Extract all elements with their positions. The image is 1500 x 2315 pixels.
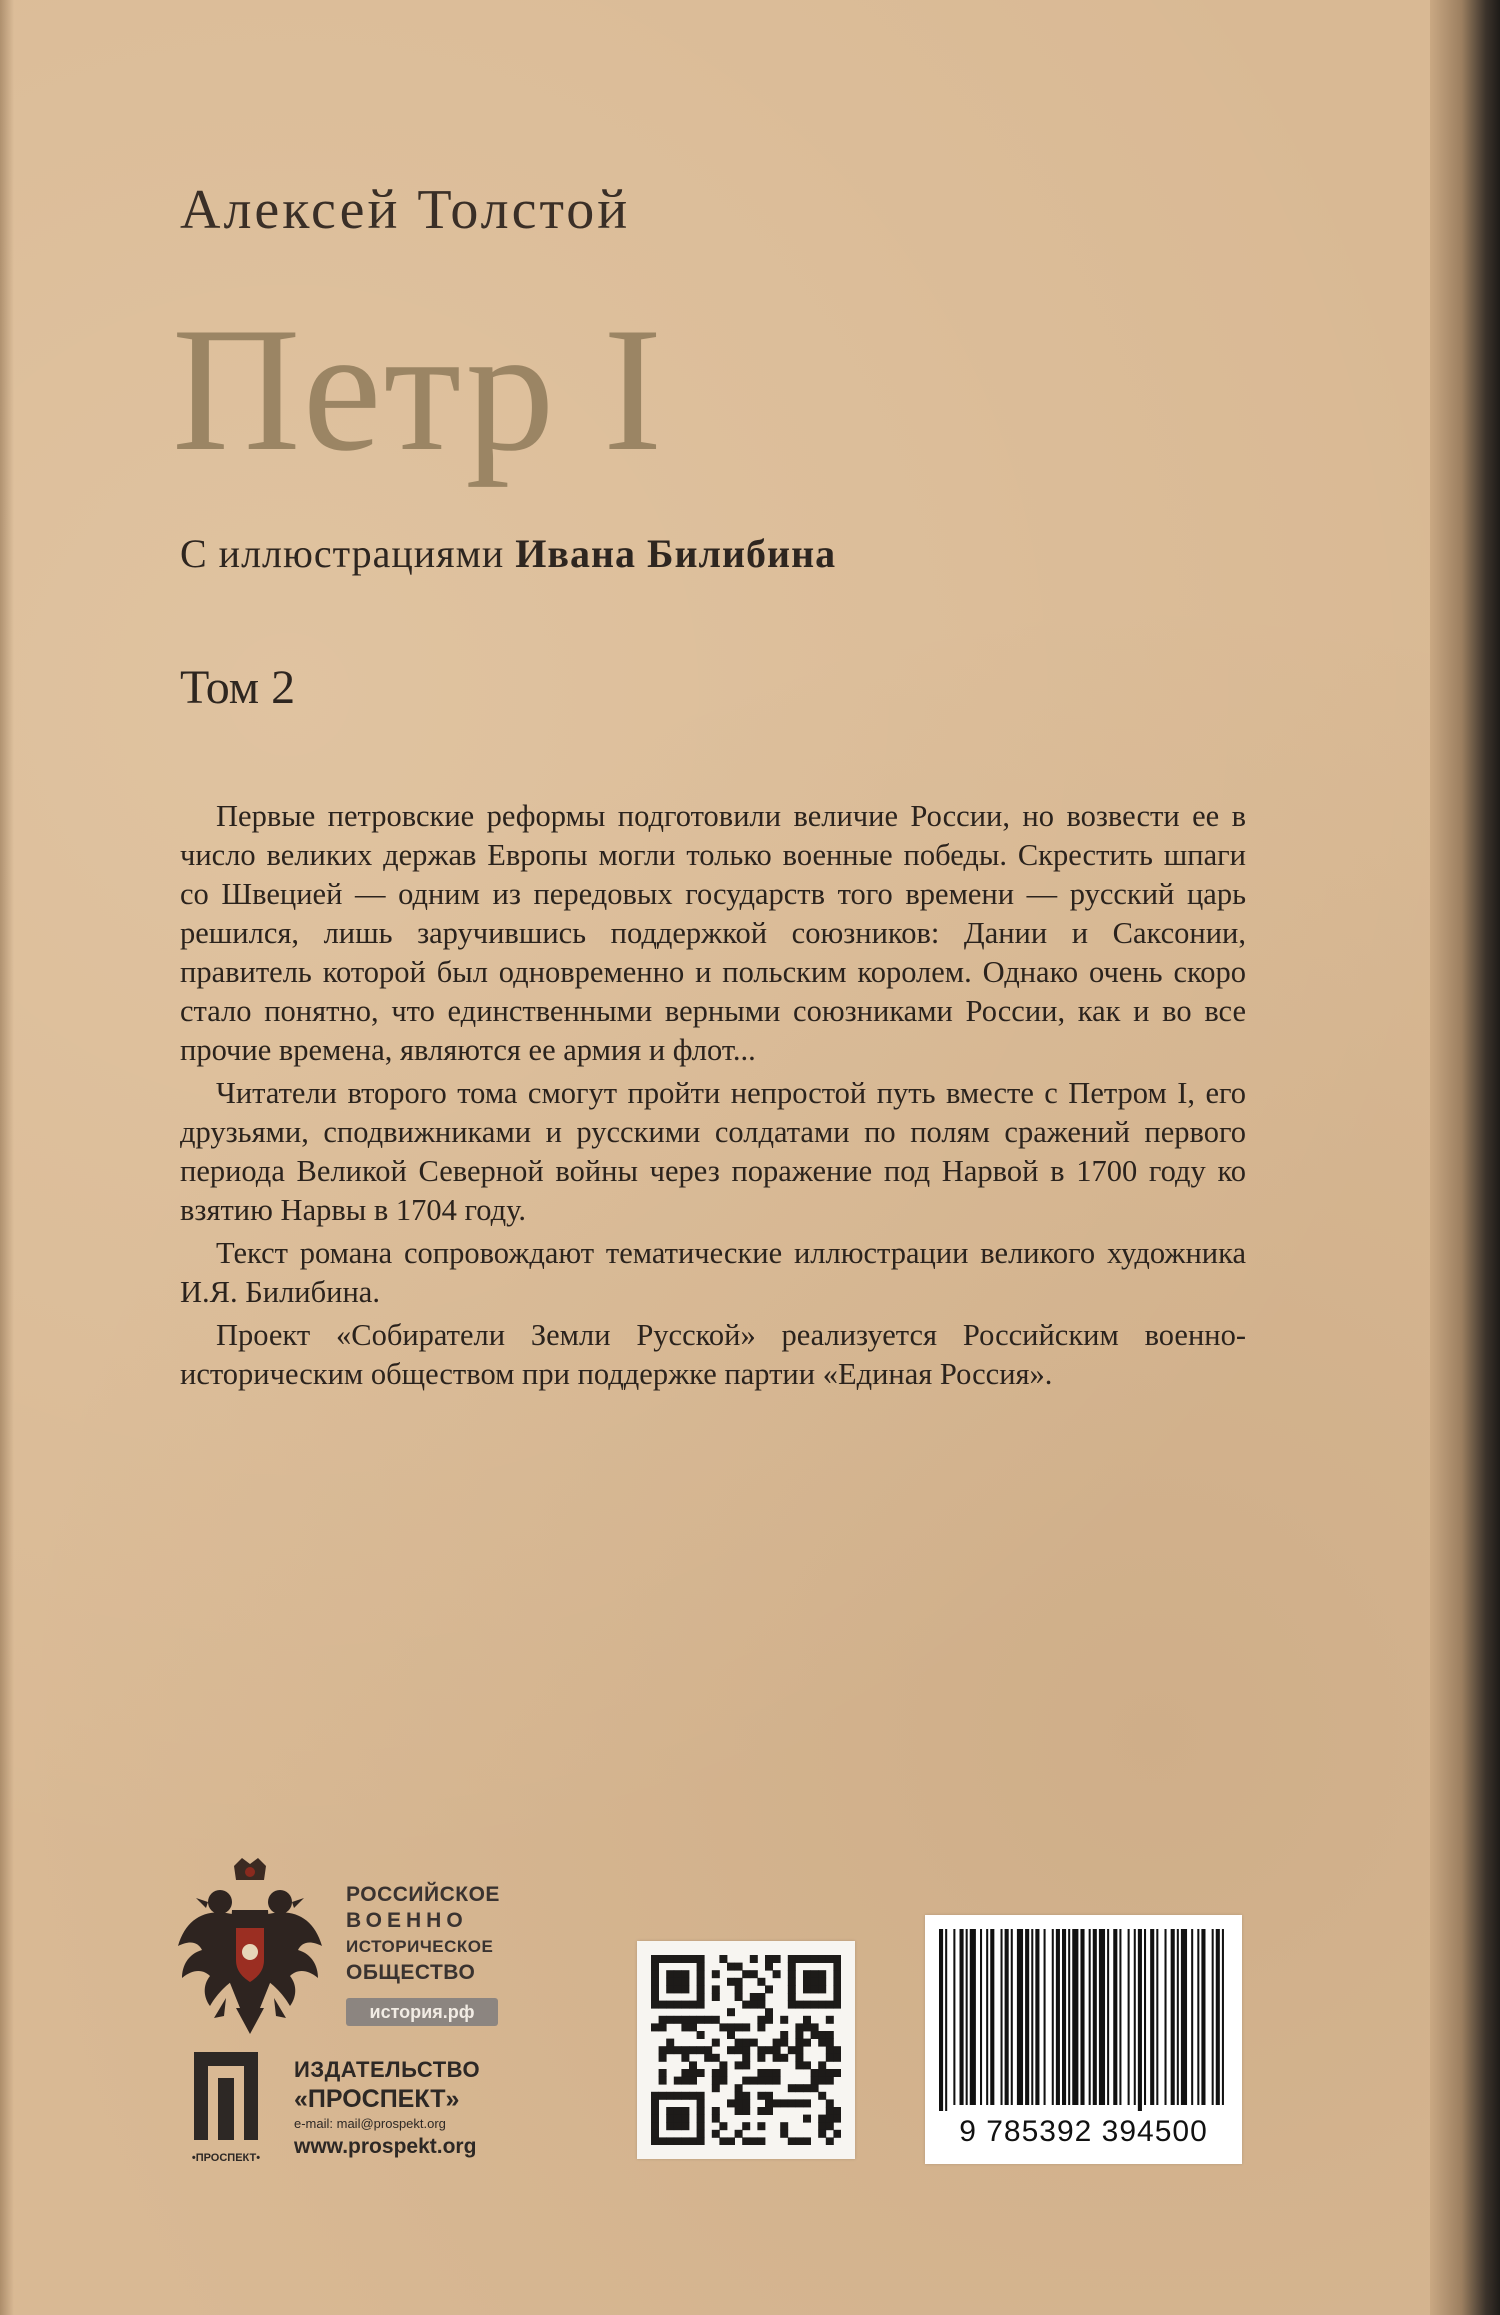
illustrations-credit [180, 530, 836, 577]
rvio-line: ВОЕННО [346, 1909, 468, 1932]
author-name: Алексей Толстой [180, 179, 631, 241]
double-headed-eagle-icon [176, 1858, 324, 2038]
barcode [925, 1915, 1242, 2164]
rvio-line: ИСТОРИЧЕСКОЕ [346, 1937, 494, 1956]
isbn-number: 9 785392 394500 [959, 2115, 1208, 2148]
publisher-block [176, 2048, 506, 2168]
rvio-website: история.рф [346, 1998, 498, 2026]
qr-code-icon [651, 1955, 841, 2145]
qr-code [637, 1941, 855, 2159]
barcode-bars [939, 1929, 1228, 2111]
volume-number: Том 2 [180, 661, 296, 714]
illustrations-prefix: С иллюстрациями [180, 531, 516, 576]
annotation [180, 797, 1246, 1398]
book-title: Петр I [172, 290, 665, 488]
rvio-logo [176, 1858, 506, 2038]
annotation-paragraph: Текст романа сопровождают тематические иллюстрации великого художника И.Я. Билибина. [180, 1236, 1246, 1309]
rvio-line: ОБЩЕСТВО [346, 1961, 476, 1984]
publisher-info [294, 2056, 509, 2160]
cover-edge [1430, 0, 1500, 2315]
annotation-paragraph: Первые петровские реформы подготовили величие России, но возвести ее в число великих держав Европы могли только военные победы. Скрестить шпаги со Швецией — одним из передовых государств того времени — русский царь решился, лишь заручившись поддержкой союзников: Дании и Саксонии, правитель которой был одновременно и польским королем. Однако очень скоро стало понятно, что единственными верными союзниками России, как и во все прочие времена, являются ее армия и флот... [180, 799, 1246, 1067]
rvio-line: РОССИЙСКОЕ [346, 1883, 500, 1906]
prospekt-logo-caption: •ПРОСПЕКТ• [191, 2152, 261, 2164]
rvio-name [346, 1882, 506, 1986]
publisher-email: e-mail: mail@prospekt.org [294, 2116, 446, 2131]
annotation-paragraph: Проект «Собиратели Земли Русской» реализуется Российским военно-историческим обществом при поддержке партии «Единая Россия». [180, 1318, 1246, 1391]
publisher-website: www.prospekt.org [294, 2135, 477, 2158]
publisher-label: ИЗДАТЕЛЬСТВО [294, 2057, 481, 2082]
annotation-paragraph: Читатели второго тома смогут пройти непростой путь вместе с Петром I, его друзьями, сподвижниками и русскими солдатами по полям сражений первого периода Великой Северной войны через поражение под Нарвой в 1700 году ко взятию Нарвы в 1704 году. [180, 1076, 1246, 1227]
illustrator-name: Ивана Билибина [515, 531, 837, 576]
publisher-name: «ПРОСПЕКТ» [294, 2085, 460, 2113]
prospekt-logo-icon [176, 2048, 276, 2168]
spine-shadow [0, 0, 14, 2315]
